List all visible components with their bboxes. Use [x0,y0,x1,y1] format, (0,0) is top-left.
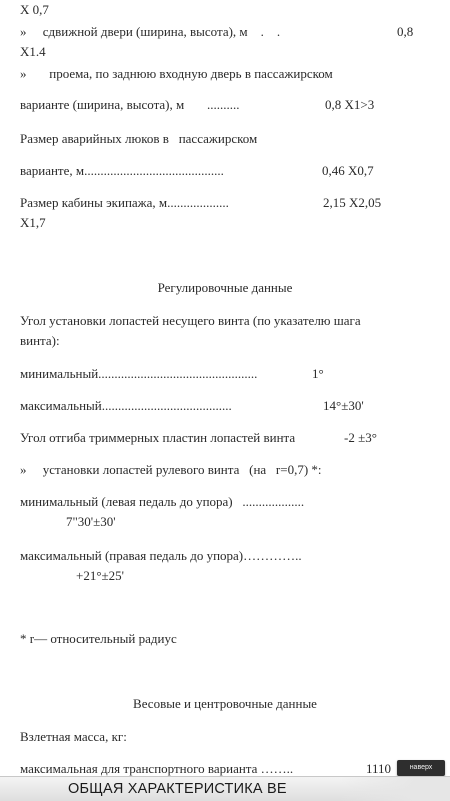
text-line: варианте, м........................................... [20,163,224,178]
text-line: Размер аварийных люков в пассажирском [20,131,258,146]
value-text: 0,8 [397,24,414,39]
text-line: максимальная для транспортного варианта …….. [20,761,294,776]
text-line: Взлетная масса, кг: [20,729,127,744]
text-line: » сдвижной двери (ширина, высота), м . . [20,24,281,39]
text-line: винта): [20,333,60,348]
section-heading: Весовые и центровочные данные [133,696,317,711]
value-text: 0,46 X0,7 [322,163,374,178]
value-text: 1110 [366,761,392,776]
title-fade [340,777,450,801]
value-text: 14°±30' [323,398,364,413]
footnote: * r— относительный радиус [20,631,177,646]
value-text: 1° [312,366,324,381]
text-line: минимальный (левая педаль до упора) ................... [20,494,305,509]
value-text: 0,8 X1>3 [325,97,375,112]
text-line: » проема, по заднюю входную дверь в пассажирском [20,66,333,81]
text-line: варианте (ширина, высота), м .......... [20,97,240,112]
text-line: Угол отгиба триммерных пластин лопастей винта [20,430,296,445]
text-line: X1,7 [20,215,46,230]
value-text: 2,15 X2,05 [323,195,382,210]
text-line: минимальный................................................. [20,366,258,381]
chapter-title[interactable]: ОБЩАЯ ХАРАКТЕРИСТИКА ВЕ [68,781,287,797]
text-line: » установки лопастей рулевого винта (на r=0,7) *: [20,462,322,477]
value-text: -2 ±3° [344,430,377,445]
text-line: Угол установки лопастей несущего винта (по указателю шага [20,313,361,328]
text-line: максимальный (правая педаль до упора)………….. [20,548,302,563]
text-line: максимальный........................................ [20,398,232,413]
value-text: 7"30'±30' [66,514,116,529]
bottom-title-bar [0,776,450,801]
section-heading: Регулировочные данные [157,280,293,295]
text-line: X 0,7 [20,2,49,17]
scroll-to-top-button[interactable]: наверх [397,760,445,776]
text-line: Размер кабины экипажа, м................... [20,195,229,210]
text-line: X1.4 [20,44,46,59]
value-text: +21°±25' [76,568,125,583]
